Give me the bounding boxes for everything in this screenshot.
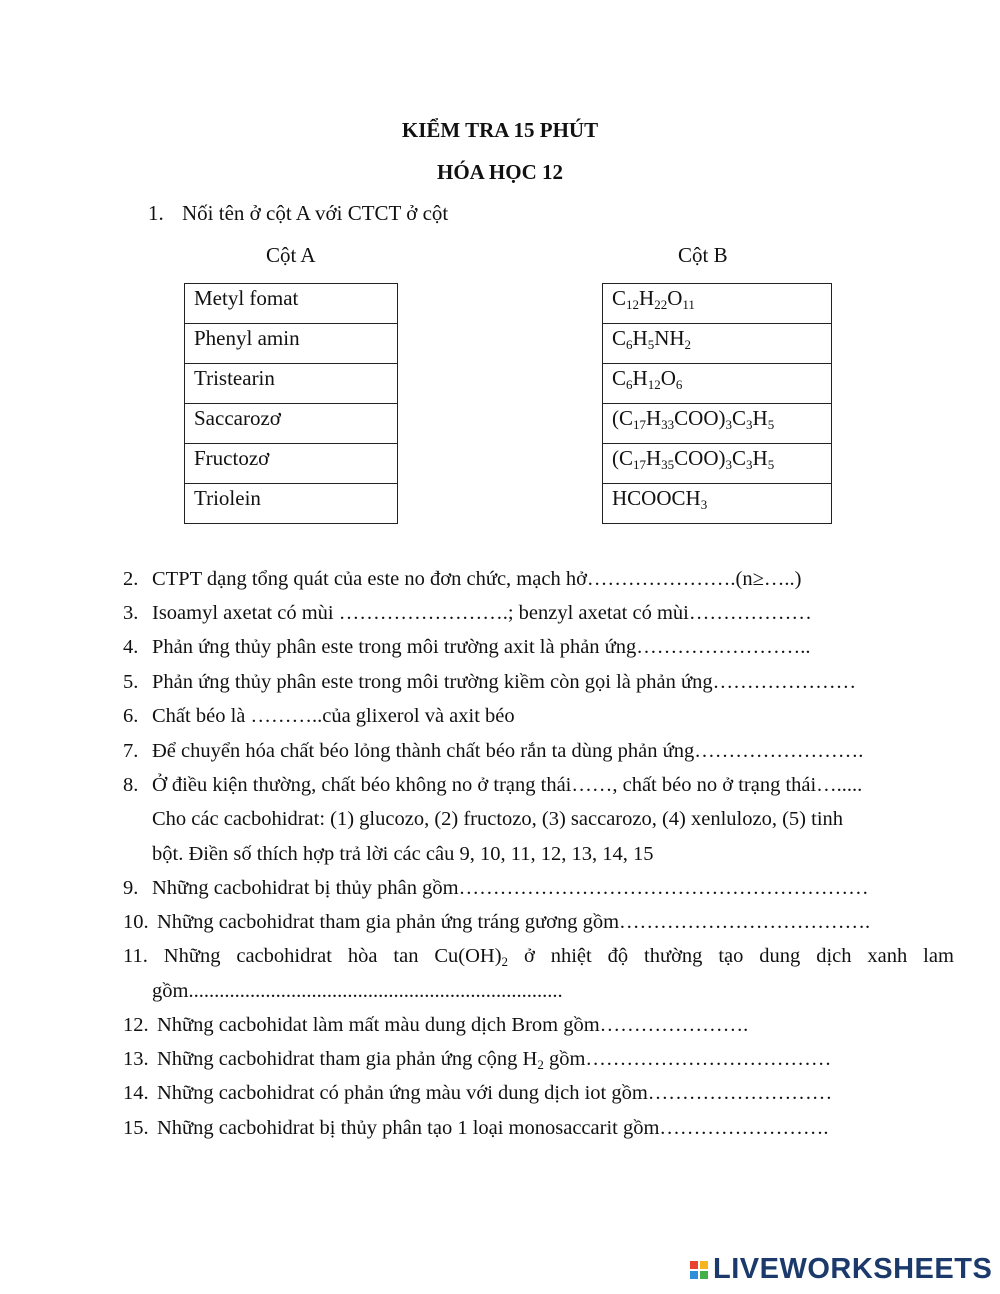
worksheet-subtitle: HÓA HỌC 12 [436,160,563,184]
logo-text: LIVEWORKSHEETS [713,1253,993,1285]
question-word: hòa [347,945,378,967]
worksheet-title: KIỂM TRA 15 PHÚT [401,118,599,142]
question-13[interactable] [123,1048,831,1071]
question-text: Những cacbohidrat bị thủy phân tạo 1 loại monosaccarit gồm……………………. [157,1117,829,1139]
question-number: 11. [123,945,148,967]
column-a-table [184,283,398,524]
column-b-table [602,283,832,524]
question-number: 12. [123,1014,149,1036]
question-word: cacbohidrat [236,945,332,967]
question-text: gồm……………………………… [543,1048,832,1070]
question-word: dung [759,945,801,967]
question-word: độ [607,945,629,967]
question-word: Những [163,945,221,967]
question-text: Phản ứng thủy phân este trong môi trường axit là phản ứng…………………….. [152,636,811,658]
question-12[interactable] [123,1014,748,1037]
instruction-line: bột. Điền số thích hợp trả lời các câu 9, 10, 11, 12, 13, 14, 15 [152,843,654,865]
question-number: 4. [123,636,139,658]
question-7[interactable] [123,740,863,763]
question-number: 7. [123,740,139,762]
column-a-title: Cột A [266,243,316,267]
question-word: tạo [718,945,744,967]
question-4[interactable] [123,636,811,659]
question-word: thường [644,945,703,967]
question-word: $Cu(OH)_2$ [434,945,509,969]
question-text: Những cacbohidrat bị thủy phân gồm…………………………………………………… [152,877,869,899]
question-word: tan [393,945,419,967]
question-8[interactable] [123,774,862,797]
question-2[interactable] [123,568,801,591]
question-text: Nối tên ở cột A với CTCT ở cột [182,201,449,225]
column-b-item[interactable]: $C_{12}H_{22}O_{11}$ [603,284,832,324]
question-text: Để chuyển hóa chất béo lỏng thành chất béo rắn ta dùng phản ứng……………………. [152,740,864,762]
question-number: 13. [123,1048,149,1070]
question-word: lam [923,945,954,967]
question-number: 2. [123,568,139,590]
question-number: 6. [123,705,139,727]
question-number: 3. [123,602,139,624]
column-b-item[interactable]: $(C_{17}H_{33}COO)_3C_3H_5$ [603,404,832,444]
column-b-title: Cột B [678,243,728,267]
column-a-item[interactable]: Fructozơ [185,444,398,484]
question-number: 1. [148,201,164,225]
question-15[interactable] [123,1117,829,1140]
column-b-item[interactable]: $(C_{17}H_{35}COO)_3C_3H_5$ [603,444,832,484]
question-number: 5. [123,671,139,693]
question-text: Những cacbohidat làm mất màu dung dịch Brom gồm…………………. [157,1014,749,1036]
question-11-continuation: gồm......................................................................... [152,980,563,1002]
question-6[interactable] [123,705,515,728]
instruction-line: Cho các cacbohidrat: (1) glucozo, (2) fructozo, (3) saccarozo, (4) xenlulozo, (5) tinh [152,808,844,830]
column-b-item[interactable]: $C_6H_5NH_2$ [603,324,832,364]
question-5[interactable] [123,671,856,694]
question-3[interactable] [123,602,812,625]
question-word: ở [523,945,535,967]
liveworksheets-logo [690,1253,992,1286]
question-text: CTPT dạng tổng quát của este no đơn chức, mạch hở………………….(n≥…..) [152,568,802,590]
column-b-item[interactable]: $HCOOCH_3$ [603,484,832,524]
question-number: 10. [123,911,149,933]
question-14[interactable] [123,1082,832,1105]
column-a-item[interactable]: Phenyl amin [185,324,398,364]
question-text: Những cacbohidrat tham gia phản ứng cộng H [157,1048,538,1070]
question-text: Ở điều kiện thường, chất béo không no ở trạng thái……, chất béo no ở trạng thái…..... [152,774,863,796]
question-number: 14. [123,1082,149,1104]
question-word: nhiệt [550,945,592,967]
question-text: Phản ứng thủy phân este trong môi trường kiềm còn gọi là phản ứng………………… [152,671,857,693]
subscript: 2 [537,1057,544,1072]
column-a-item[interactable]: Triolein [185,484,398,524]
question-word: xanh [867,945,908,967]
question-9[interactable] [123,877,869,900]
column-a-item[interactable]: Metyl fomat [185,284,398,324]
question-number: 8. [123,774,139,796]
question-text: Chất béo là ………..của glixerol và axit béo [152,705,515,727]
question-word: dịch [816,945,852,967]
logo-squares-icon [690,1261,708,1279]
question-text: Những cacbohidrat có phản ứng màu với dung dịch iot gồm……………………… [157,1082,833,1104]
question-number: 9. [123,877,139,899]
question-1 [148,201,448,226]
question-11[interactable] [123,945,954,968]
question-number: 15. [123,1117,149,1139]
column-a-item[interactable]: Saccarozơ [185,404,398,444]
question-text: Những cacbohidrat tham gia phản ứng tráng gương gồm………………………………. [157,911,871,933]
column-a-item[interactable]: Tristearin [185,364,398,404]
question-10[interactable] [123,911,870,934]
question-text: Isoamyl axetat có mùi …………………….; benzyl axetat có mùi……………… [152,602,812,624]
column-b-item[interactable]: $C_6H_{12}O_6$ [603,364,832,404]
